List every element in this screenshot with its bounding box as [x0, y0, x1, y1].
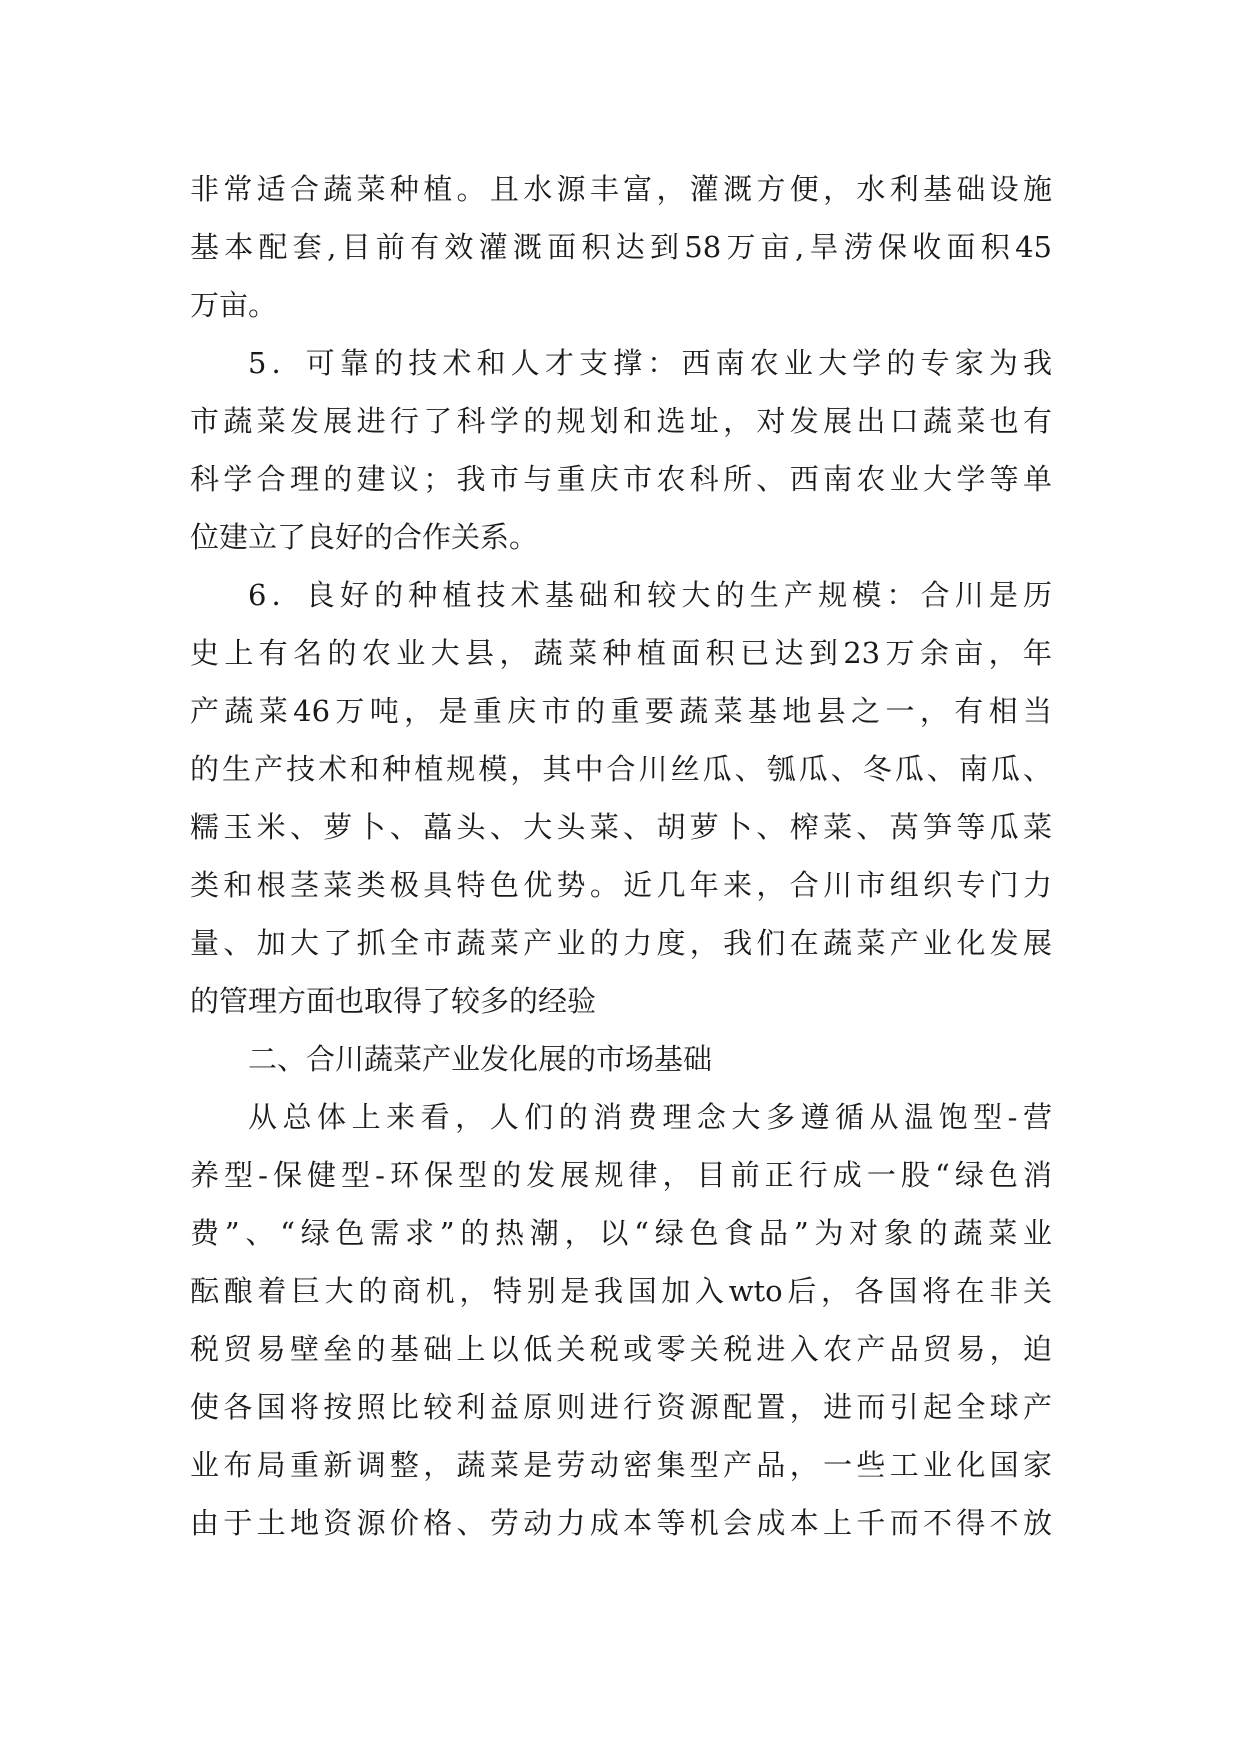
text-line: 的管理方面也取得了较多的经验	[190, 984, 597, 1018]
text-line: 由于土地资源价格、劳动力成本等机会成本上千而不得不放	[190, 1506, 1052, 1540]
text-line: 万亩。	[190, 288, 278, 322]
text-line: 基本配套,目前有效灌溉面积达到58万亩,旱涝保收面积45	[190, 230, 1052, 264]
document-body	[190, 160, 1052, 1552]
text-line: 从总体上来看，人们的消费理念大多遵循从温饱型-营	[248, 1100, 1052, 1134]
text-line: 糯玉米、萝卜、藠头、大头菜、胡萝卜、榨菜、莴笋等瓜菜	[190, 810, 1052, 844]
text-line: 产蔬菜46万吨，是重庆市的重要蔬菜基地县之一，有相当	[190, 694, 1052, 728]
text-line: 酝酿着巨大的商机，特别是我国加入wto后，各国将在非关	[190, 1274, 1052, 1308]
text-line: 位建立了良好的合作关系。	[190, 520, 539, 554]
section-heading-text: 二、合川蔬菜产业发化展的市场基础	[248, 1042, 713, 1076]
text-line: 科学合理的建议；我市与重庆市农科所、西南农业大学等单	[190, 462, 1052, 496]
text-line: 非常适合蔬菜种植。且水源丰富，灌溉方便，水利基础设施	[190, 172, 1052, 206]
text-line: 的生产技术和种植规模，其中合川丝瓜、瓠瓜、冬瓜、南瓜、	[190, 752, 1052, 786]
text-line: 业布局重新调整，蔬菜是劳动密集型产品，一些工业化国家	[190, 1448, 1052, 1482]
text-line: 量、加大了抓全市蔬菜产业的力度，我们在蔬菜产业化发展	[190, 926, 1052, 960]
text-line: 5．可靠的技术和人才支撑：西南农业大学的专家为我	[248, 346, 1052, 380]
text-line: 养型-保健型-环保型的发展规律，目前正行成一股“绿色消	[190, 1158, 1052, 1192]
text-line: 史上有名的农业大县，蔬菜种植面积已达到23万余亩，年	[190, 636, 1052, 670]
text-line: 市蔬菜发展进行了科学的规划和选址，对发展出口蔬菜也有	[190, 404, 1052, 438]
paragraph-item-5	[190, 334, 1052, 566]
paragraph-water-resources	[190, 160, 1052, 334]
text-line: 6．良好的种植技术基础和较大的生产规模：合川是历	[248, 578, 1052, 612]
paragraph-item-6	[190, 566, 1052, 1030]
text-line: 税贸易壁垒的基础上以低关税或零关税进入农产品贸易，迫	[190, 1332, 1052, 1366]
paragraph-market-basis	[190, 1088, 1052, 1552]
text-line: 费”、“绿色需求”的热潮，以“绿色食品”为对象的蔬菜业	[190, 1216, 1052, 1250]
text-line: 类和根茎菜类极具特色优势。近几年来，合川市组织专门力	[190, 868, 1052, 902]
text-line: 使各国将按照比较利益原则进行资源配置，进而引起全球产	[190, 1390, 1052, 1424]
section-heading	[190, 1030, 1052, 1088]
